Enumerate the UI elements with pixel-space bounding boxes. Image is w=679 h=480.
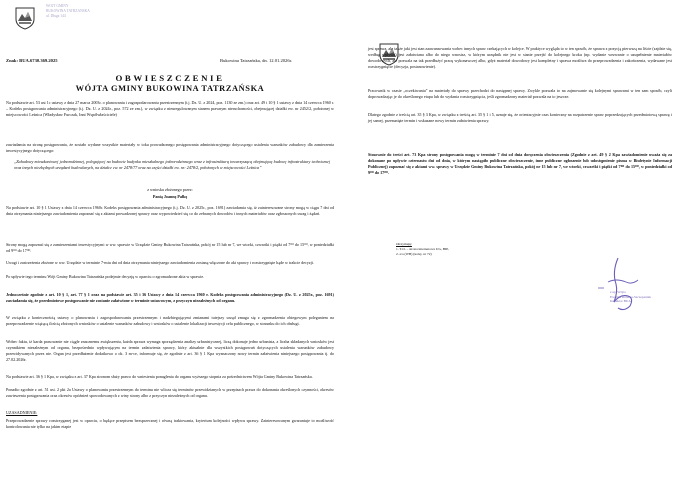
page-subtitle: WÓJTA GMINY BUKOWINA TATRZAŃSKA [75,84,265,93]
para-art73: Stosownie do treści art. 73 Kpa strony postępowania mogą w terminie 7 dni od dnia doręczenia obwieszczenia (Zgodnie z art. 49 § 2 Kpa zawiadomienie uważa się za dokonane po upływie czternastu dni od dnia, w którym nastąpiło publiczne obwieszczenie, inne publiczne ogłoszenie lub udostępnienie pisma w Biuletynie Informacji Publicznej) zapoznać się z aktami ww. sprawy w Urzędzie Gminy Bukowina Tatrzańska, pokój nr 15 lub nr 7, we wtorki, czwartki i piątki od 7ᴼᴼ do 15ᴼᴼ, w poniedziałki od 9ᴼᴼ do 17ᴼᴼ. [368,152,672,175]
signature-line-3: Inspektor BUA [610,299,631,304]
handwritten-signature [558,252,662,322]
para-after-term: Po upływie tego terminu Wójt Gminy Bukowina Tatrzańska podejmie decyzję w oparciu o zgromadzone akta w sprawie. [6,274,205,279]
page-title: OBWIESZCZENIE [115,73,225,83]
para-art35: Dlatego zgodnie z treścią art. 35 § 3 Kpa, w związku z treścią art. 35 § 1 i 5, uznaje się, że orientacyjnie czas konieczny na rozpatrzenie spraw poprzedzających przedmiotową sprawę i jej samej, przesunięte termin i wskazane nowy termin załatwienia sprawy. [368,112,672,123]
recipients-heading: Otrzymują: [396,242,412,246]
para-reason: W związku z koniecznością ustawy o planowaniu i zagospodarowaniu przestrzennym i nadzbiegającymi zmianami tutejszy urząd zmuga się z zgromadzenia obiegowym poleganiem na przeprowadzenie wiążącą ilością złożonych wniosków o ustalenie warunków zabudowy i wniosków o ustalenie lokalizacji inwestycji celu publicznego, w stosunku do ich obsługi. [6,315,334,326]
signature-line-1: z up. Wójta [610,290,626,294]
recipients [396,242,449,257]
para-new-term: Wobec faktu, iż karda prasowanie nie ciągle znacznemu zwiększeniu, każda sprawa wymaga sporządzenia analizy urbanistycznej, liczą dokonuje jedno urbanista, a liczba składanych wniosków jest czynnikiem niezależnym od organu, bezpośrednio wpływającym na termin załatwienia sprawy, który aktualnie dla wszystkich postępowań dotyczących ustalenia warunków zabudowy przewidywanych przez nie. Organ jest przedłużenie dodatkowo o ok. 3 m-ce, informuje się, że zgodnie z art. 36 § 1 Kpa wyznaczony nowy termin załatwienia niniejszego postępowania tj. do 27.02.2026r. [6,339,334,362]
stamp-line-3: ul. Długa 144 [46,14,66,18]
recipient-2: 2. a/a (WB) (kolej. nr 72) [396,252,432,256]
para-applicant-intro: z wniosku złożonego przez: [147,187,193,192]
para-queue: jest sprawa, ale także jaki jest stan zaawansowania wobec innych spraw czekających w kolejce. W praktyce wygląda to w ten sposób, że sprawa z pozycją pierwszą na liście (zajdzie się, według wpływu) jest załatwiana albo do niego wnosisz, w którym urzędnik nie jest w stanie przejść do kolejnego kroku (np. wydanie wezwanie o uzupełnienie materiałów dowodowych, ale pozwala na tak przedłużyć pracę wykonawczej albo, gdyż materiał dowodowy jest kompletny i sprawa możliwa do przeprowadzenia i zakończenia, wydawane jest rozstrzygnięcie (decyzja, postanowienie). [368,46,672,69]
stamp-line-1: WÓJT GMINY [46,4,69,8]
office-stamp [46,4,154,38]
recipient-1: 1. T.O. – strona internetowa UG, BIP, [396,247,449,251]
para-delay: Jednocześnie zgodnie z art. 10 § 1, art. 77 § 1 oraz na podstawie art. 35 i 36 Ustawy z dnia 14 czerwca 1960 r. Kodeks postępowania administracyjnego (Dz. U. z 2025r., poz. 1691) zawiadamia się, że przedmiotowe postępowanie nie zostanie załatwione w terminie ustawowym, z przyczyn niezależnych od organu. [6,292,334,303]
gmina-crest-icon [14,6,36,30]
para-art10: Na podstawie art. 10 § 1 Ustawy z dnia 14 czerwca 1960r. Kodeks postępowania administracyjnego (t.j. Dz. U. z 2025r., poz. 1691) zawiadamia się, iż zainteresowane strony mogą w ciągu 7 dni od dnia otrzymania niniejszego zawiadomienia zapoznać się z aktami prowadzonej sprawy oraz wypowiedzieć się co do zebranych dowodów i innych materiałów oraz zgłoszonych uwag i żądań. [6,205,334,216]
para-justification: Przeprowadzenie sprawy rozstrzyganej jest w oparciu, o będące przepisem bezsprzecznej i równą traktowania, kryterium kolejności wpływu sprawy. Zainteresowanym gwarantuje to możliwość kontrolowania nie tylko na jakim etapie [6,418,334,429]
place-date: Bukowina Tatrzańska, dn. 12.01.2026r. [220,58,293,63]
justification-heading: UZASADNIENIE: [6,410,38,415]
para-appeal: Na podstawie art. 36 § 1 Kpa, w związku z art. 37 Kpa stronom służy prawo do wniesienia ponaglenia do organu wyższego stopnia za pośrednictwem Wójta Gminy Bukowina Tatrzańska. [6,374,313,379]
case-reference: Znak: BUA.6730.369.2025 [6,58,58,63]
applicant-name: Panią Joannę Pałkę [152,194,188,199]
para-remarks: Uwagi i zastrzeżenia złożone w ww. Urzędzie w terminie 7-miu dni od dnia otrzymania niniejszego zawiadomienia zostaną włączone do akt sprawy i rozstrzygnięte hąde w trakcie decyzji. [6,260,315,265]
para-legal-basis: Na podstawie art. 53 ust 1c ustawy z dnia 27 marca 2003r. o planowaniu i zagospodarowaniu przestrzennym (t.j. Dz. U. z 2024, poz. 1130 ze zm.) oraz art. 49 i 10 § 1 ustawy z dnia 14 czerwca 1960 r. – Kodeks postępowania administracyjnego (t.j. Dz. U. z 2024r., poz. 572 ze zm.), w związku z nieuregulowanym stanem prawnym nieruchomości, obejmującej działki ew. nr 2452/2, położonej w miejscowości Leśnica (Władysław Furczak, Inni Współwłaściciele) [6,100,334,117]
signature-caption [610,290,651,304]
para-investment: „Zabudowy mieszkaniowej jednorodzinnej, polegającej na budowie budynku mieszkalnego jednorodzinnego wraz z infrastrukturą towarzyszącą obejmującą budowę infrastruktury technicznej oraz innych niezbędnych urządzeń budowlanych, na działce ew. nr 2478/77 oraz na części działki ew. nr: 2478/2, położonych w miejscowości Leśnica” [14,159,330,170]
para-notification: zawiadamia na stronę postępowania, że zostało wydane wszystkie materiały w toku prowadzonego postępowania administracyjnego dotyczącego ustalenia warunków zabudowy dla zamierzenia inwestycyjnego dotyczącego: [6,142,334,153]
stamp-line-2: BUKOWINA TATRZAŃSKA [46,9,90,13]
para-time-exclusions: Ponadto zgodnie z art. 51 ust. 2 pkt 2a Ustawy o planowaniu przestrzennym do terminu nie wlicza się terminów przewidzianych w przepisach prawa do dokonania określonych czynności, okresów zawieszenia postępowania oraz okresów opóźnień spowodowanych z winy strony albo z przyczyn niezależnych od organu. [6,387,334,398]
para-waiting: Pracownik w czasie „oczekiwania” na materiały do sprawy przechodzi do następnej sprawy. Zwykle pozwala to na zajmowanie się kolejnymi sprawami w ten sam sposób, czyli doprowadzając je do określonego etapu lub do wydania rozstrzygnięcia, jeśli zgromadzony materiał pozwala na to jeszcze. [368,88,672,99]
signature-line-2: Ewelina Koterba-Szczepaniak [610,294,651,299]
para-office-hours: Strony mogą zapoznać się z zamierzeniami inwestycyjnymi w ww. sprawie w Urzędzie Gminy Bukowina Tatrzańska, pokój nr 15 lub nr 7, we wtorki, czwartki i piątki od 7ᴼᴼ do 15ᴼᴼ, w poniedziałki od 9ᴼᴼ do 17ᴼᴼ. [6,242,334,253]
